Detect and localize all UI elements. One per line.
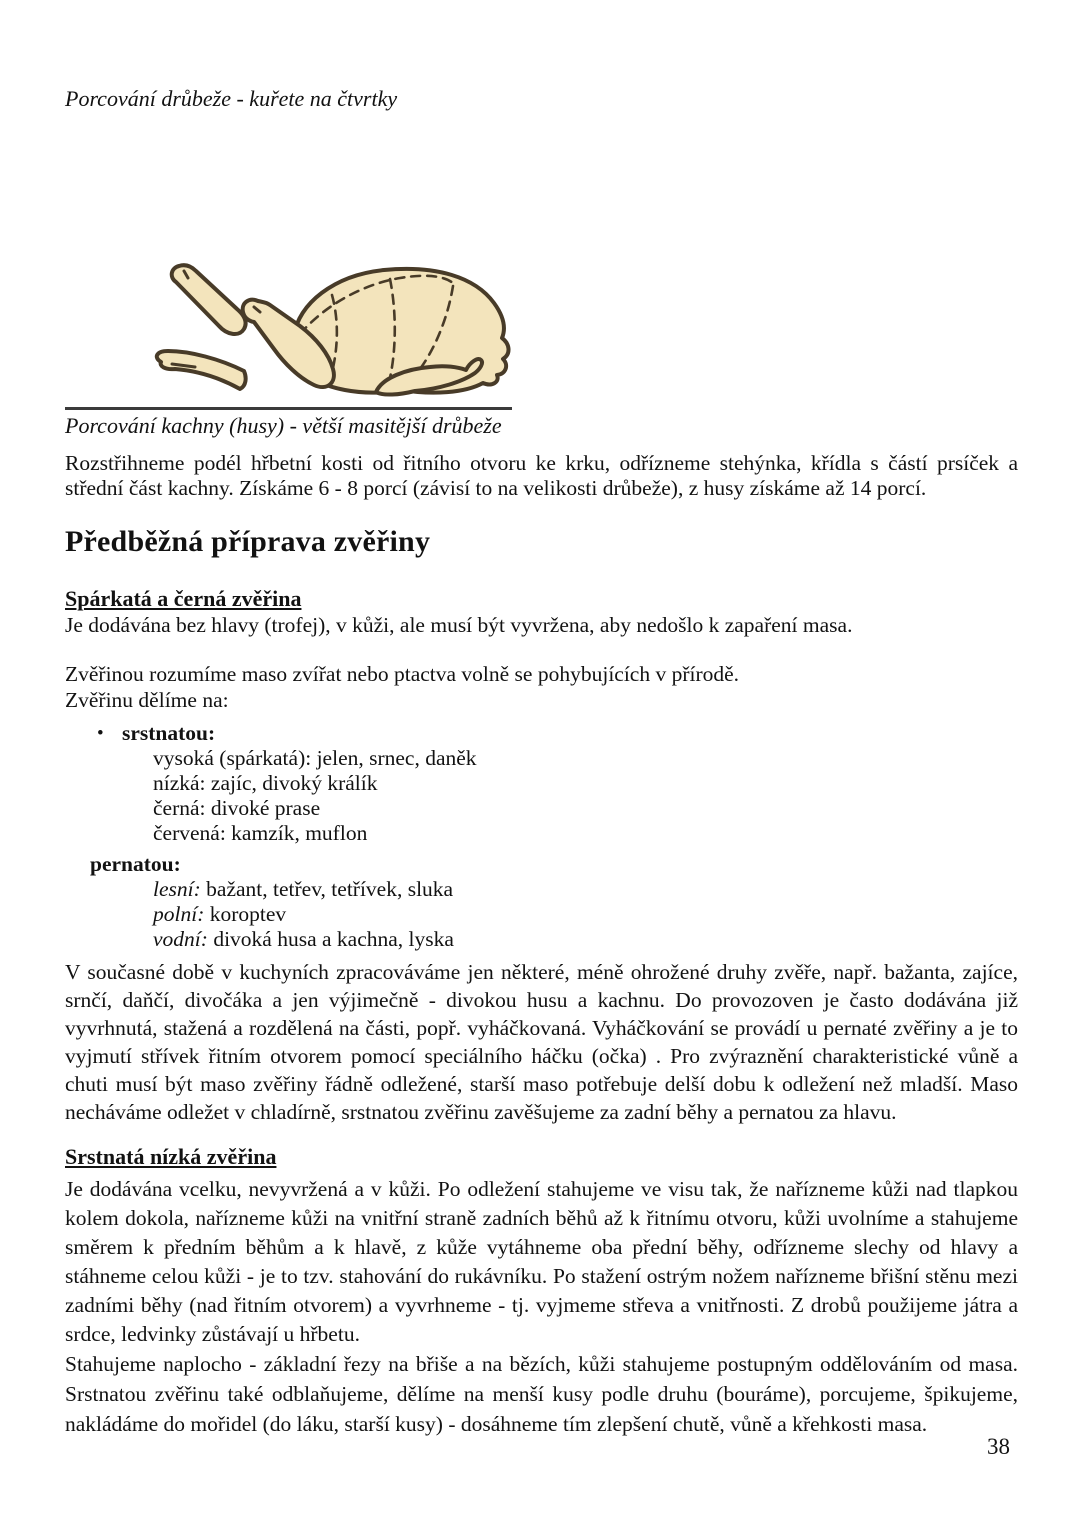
game-type-examples: koroptev [204, 902, 287, 926]
list-item [65, 877, 1018, 902]
intro-block [65, 662, 1018, 713]
game-type-label: lesní: [153, 877, 201, 901]
paragraph-srstnata-nizka-2: Stahujeme naplocho - základní řezy na břiše a na bězích, kůži stahujeme postupným oddělováním od masa. Srstnatou zvěřinu také odblaňujeme, dělíme na menší kusy podle druhu (bouráme), porcujeme, špikujeme, nakládáme do mořidel (do láku, starší kusy) - dosáhneme tím zlepšení chutě, vůně a křehkosti masa. [65, 1352, 1018, 1436]
srstnatou-label: srstnatou: [122, 721, 216, 745]
game-classification-list [65, 721, 1018, 952]
page-top-heading: Porcování drůbeže - kuřete na čtvrtky [65, 86, 398, 111]
pernatou-label: pernatou: [90, 852, 181, 876]
intro-line-2: Zvěřinu dělíme na: [65, 687, 229, 712]
paragraph-game-processing: V současné době v kuchyních zpracováváme jen některé, méně ohrožené druhy zvěře, např. bažanta, zajíce, srnčí, daňčí, divočáka a jen výjimečně - divokou husu a kachnu. Do provozoven je často dodávána již vyvrhnutá, stažená a rozdělená na části, popř. vyháčkovaná. Vyháčkování se provádí u pernaté zvěřiny a je to vyjmutí střívek řitním otvorem pomocí speciálního háčku (očka) . Pro zvýraznění charakteristické vůně a chuti musí být maso zvěřiny řádně odležené, starší maso potřebuje delší dobu k odležení než mladší. Maso necháváme odležet v chladírně, srstnatou zvěřinu zavěšujeme za zadní běhy a pernatou za hlavu. [65, 960, 1018, 1124]
game-type-examples: bažant, tetřev, tetřívek, sluka [200, 877, 454, 901]
subheading-sparkata: Spárkatá a černá zvěřina [65, 586, 302, 611]
list-item-srstnatou [65, 721, 1018, 746]
game-type-label: vodní: [153, 927, 208, 951]
intro-line-1: Zvěřinou rozumíme maso zvířat nebo ptactva volně se pohybujících v přírodě. [65, 662, 740, 686]
duck-carcass-illustration-icon [148, 262, 513, 404]
paragraph-srstnata-nizka-1: Je dodávána vcelku, nevyvržená a v kůži. Po odležení stahujeme ve visu tak, že nařízneme kůži nad tlapkou kolem dokola, nařízneme kůži na vnitřní straně zadních běhů až k řitnímu otvoru, kůži uvolníme a stahujeme směrem k předním běhům a k hlavě, z kůže vytáhneme oba přední běhy, odřízneme slechy od hlavy a stáhneme celou kůži - je to tzv. stahování do rukávníku. Po stažení ostrým nožem nařízneme břišní stěnu mezi zadními běhy (nad řitním otvorem) a vyvrhneme - tj. vyjmeme střeva a vnitřnosti. Z drobů použijeme játra a srdce, ledvinky zůstávají u hřbetu. [65, 1177, 1018, 1346]
section-heading-game-preparation: Předběžná příprava zvěřiny [65, 525, 431, 558]
figure-divider-line [65, 407, 512, 410]
page-number: 38 [987, 1434, 1010, 1459]
bullet-icon: • [97, 723, 104, 744]
game-type-label: polní: [153, 902, 205, 926]
list-item [65, 927, 1018, 952]
list-item: červená: kamzík, muflon [153, 821, 368, 845]
list-item: černá: divoké prase [153, 796, 321, 820]
list-item [65, 902, 1018, 927]
paragraph-sparkata: Je dodávána bez hlavy (trofej), v kůži, ale musí být vyvržena, aby nedošlo k zapaření masa. [65, 613, 853, 637]
figure-caption: Porcování kachny (husy) - větší masitější drůbeže [65, 413, 502, 438]
subheading-srstnata-nizka: Srstnatá nízká zvěřina [65, 1144, 277, 1169]
game-type-examples: divoká husa a kachna, lyska [207, 927, 454, 951]
figure-duck-illustration [148, 262, 513, 409]
paragraph-duck-portioning: Rozstřihneme podél hřbetní kosti od řitního otvoru ke krku, odřízneme stehýnka, křídla s částí prsíček a střední část kachny. Získáme 6 - 8 porcí (závisí to na velikosti drůbeže), z husy získáme až 14 porcí. [65, 451, 1018, 500]
list-item: vysoká (spárkatá): jelen, srnec, daněk [153, 746, 477, 770]
list-item: nízká: zajíc, divoký králík [153, 771, 378, 795]
